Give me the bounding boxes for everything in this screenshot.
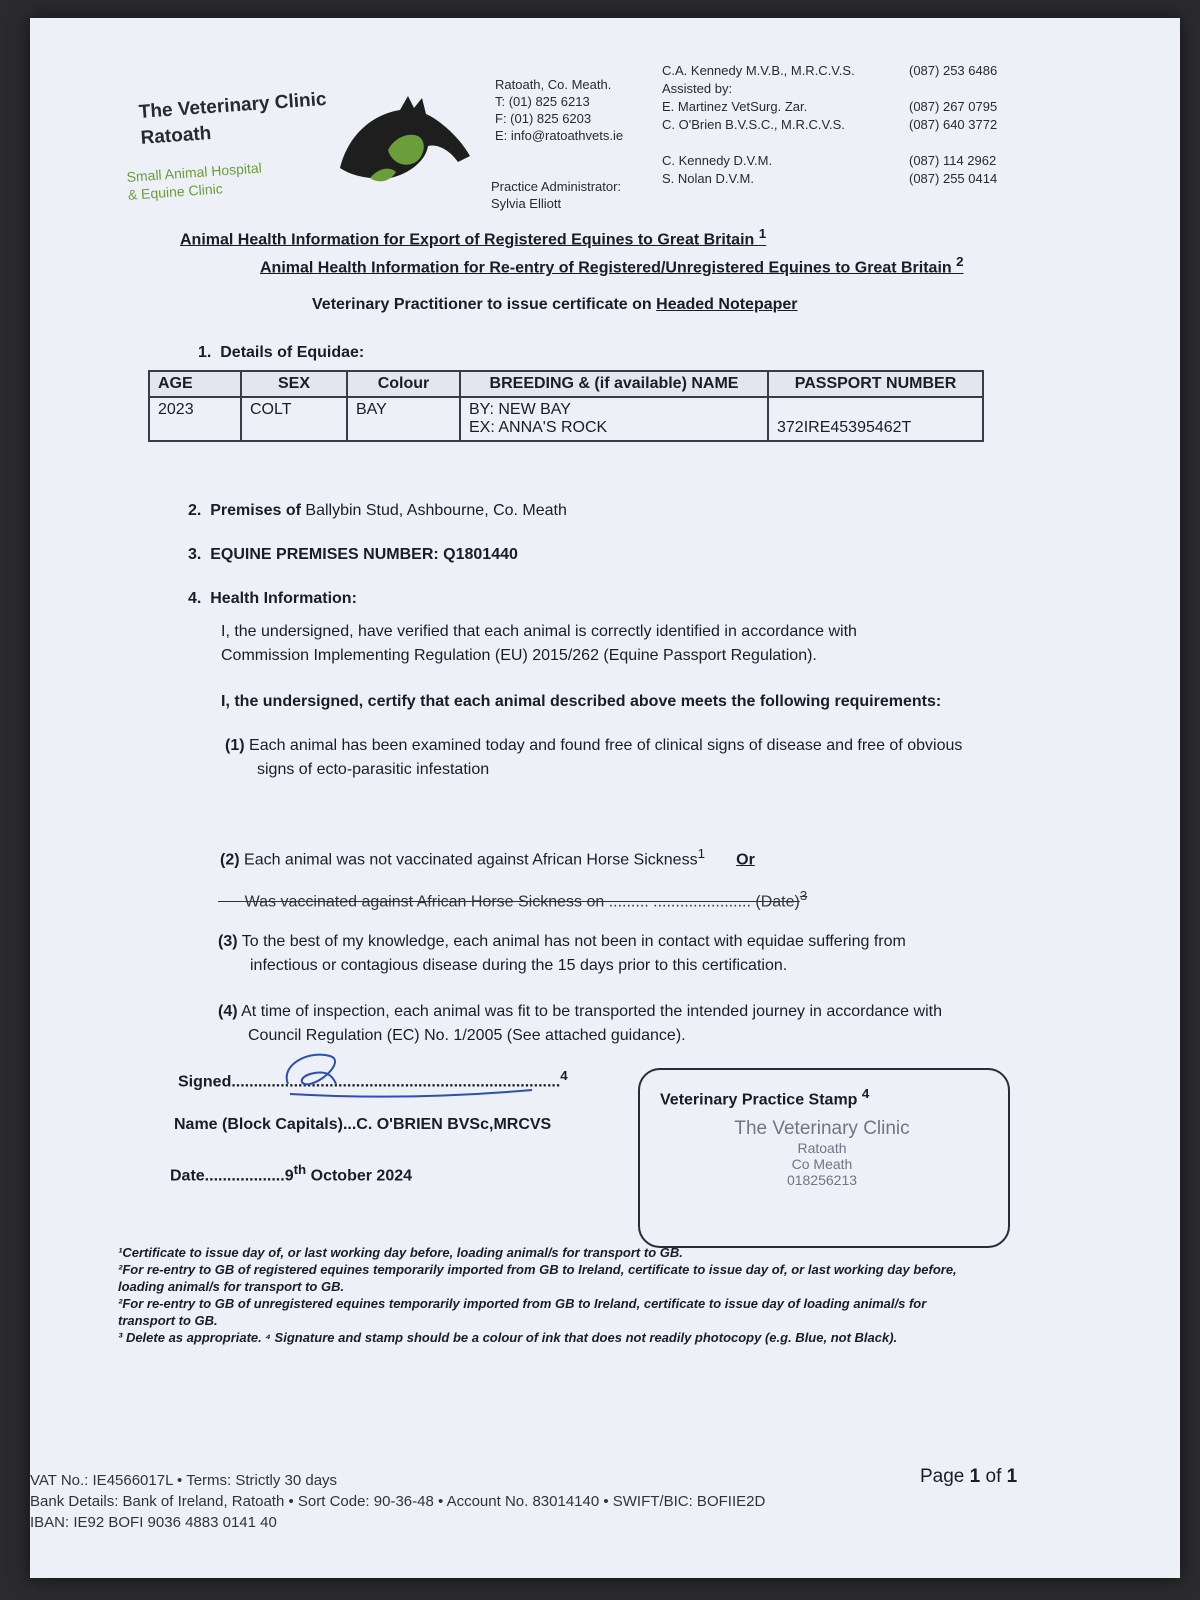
headed-notepaper-instruction: Veterinary Practitioner to issue certificate on Headed Notepaper — [312, 296, 798, 313]
identification-statement — [221, 620, 857, 668]
requirement-3: (3) To the best of my knowledge, each animal has not been in contact with equidae suffering from infectious or contagious disease during the 15 days prior to this certification. — [218, 933, 906, 974]
clinic-town: Ratoath — [139, 122, 212, 149]
col-header: PASSPORT NUMBER — [768, 371, 983, 397]
clinic-contact-block — [495, 76, 623, 144]
section-4-heading: 4. Health Information: — [188, 590, 357, 607]
footnote: ²For re-entry to GB of registered equines temporarily imported from GB to Ireland, certificate to issue day of, or last working day before, — [118, 1262, 957, 1277]
footnote: transport to GB. — [118, 1313, 218, 1328]
admin-label: Practice Administrator: — [491, 179, 622, 194]
stamp-line: 018256213 — [786, 1172, 858, 1188]
footnote: loading animal/s for transport to GB. — [118, 1279, 345, 1294]
stamp-line: The Veterinary Clinic — [734, 1118, 910, 1139]
horse-logo-icon — [330, 88, 480, 188]
cell-passport: 372IRE45395462T — [768, 397, 983, 441]
stamp-line: Co Meath — [791, 1156, 853, 1172]
section-1-heading: 1. Details of Equidae: — [198, 344, 365, 361]
cell-age: 2023 — [149, 397, 241, 441]
vet-phone: (087) 114 2962 — [909, 153, 997, 168]
name-block-capitals: Name (Block Capitals)...C. O'BRIEN BVSc,MRCVS — [174, 1116, 552, 1133]
text-line: Commission Implementing Regulation (EU) 2015/262 (Equine Passport Regulation). — [221, 647, 817, 664]
requirement-2: (2) Each animal was not vaccinated against African Horse Sickness$^1$ Or — [220, 846, 755, 869]
or-option: Or — [736, 851, 755, 869]
clinic-logo-text — [138, 87, 329, 152]
premises-value: Ballybin Stud, Ashbourne, Co. Meath — [305, 502, 567, 519]
text-line: I, the undersigned, have verified that each animal is correctly identified in accordance with — [221, 623, 857, 640]
vet-phone: (087) 267 0795 — [909, 99, 998, 114]
equine-premises-number: EQUINE PREMISES NUMBER: Q1801440 — [210, 546, 518, 563]
clinic-tag-1: Small Animal Hospital — [126, 159, 263, 185]
col-header: SEX — [241, 371, 347, 397]
signed-line: Signed..........................................................................$^4$ — [178, 1068, 568, 1091]
requirement-2-struck: Was vaccinated against African Horse Sickness on ......... ...................... (Date)$^3$ — [244, 888, 808, 911]
clinic-address: Ratoath, Co. Meath. — [495, 77, 612, 92]
vet-row — [662, 152, 1042, 170]
practice-stamp — [638, 1118, 1006, 1188]
certificate-page — [30, 18, 1180, 1578]
breeding-dam: EX: ANNA'S ROCK — [469, 419, 608, 436]
clinic-fax: F: (01) 825 6203 — [495, 111, 592, 126]
vet-row — [662, 80, 1042, 98]
section-2: 2. Premises of Ballybin Stud, Ashbourne, Co. Meath — [188, 502, 567, 519]
clinic-tagline — [126, 159, 264, 204]
vet-phone: (087) 253 6486 — [909, 63, 998, 78]
admin-name: Sylvia Elliott — [491, 196, 562, 211]
footnote: ³ Delete as appropriate. ⁴ Signature and stamp should be a colour of ink that does not readily photocopy (e.g. Blue, not Black). — [118, 1330, 898, 1345]
clinic-tag-2: & Equine Clinic — [127, 180, 224, 203]
cell-sex: COLT — [241, 397, 347, 441]
signature-icon — [270, 1044, 550, 1104]
vet-name: C. O'Brien B.V.S.C., M.R.C.V.S. — [662, 117, 845, 132]
title-reentry: Animal Health Information for Re-entry of Registered/Unregistered Equines to Great Britain $^2$ — [260, 254, 964, 277]
col-header: Colour — [347, 371, 460, 397]
requirement-4: (4) At time of inspection, each animal was fit to be transported the intended journey in accordance with Council Regulation (EC) No. 1/2005 (See attached guidance). — [218, 1003, 942, 1044]
vet-row — [662, 116, 1042, 134]
col-header: BREEDING & (if available) NAME — [460, 371, 768, 397]
footnotes — [118, 1244, 1118, 1346]
table-header-row — [149, 371, 983, 397]
requirement-1: (1) Each animal has been examined today and found free of clinical signs of disease and free of obvious signs of ecto-parasitic infestation — [225, 737, 963, 778]
certificate-date: Date..................9th October 2024 — [170, 1162, 413, 1185]
cell-breeding — [460, 397, 768, 441]
footnote: ²For re-entry to GB of unregistered equines temporarily imported from GB to Ireland, certificate to issue day of loading animal/s for — [118, 1296, 927, 1311]
col-header: AGE — [149, 371, 241, 397]
vet-phone: (087) 640 3772 — [909, 117, 998, 132]
clinic-name: The Veterinary Clinic — [138, 88, 328, 123]
cell-colour: BAY — [347, 397, 460, 441]
page-number: Page 1 of 1 — [920, 1466, 1018, 1487]
vet-name: C.A. Kennedy M.V.B., M.R.C.V.S. — [662, 63, 855, 78]
iban-line: IBAN: IE92 BOFI 9036 4883 0141 40 — [30, 1514, 277, 1531]
vet-list — [662, 62, 1042, 188]
vat-line: VAT No.: IE4566017L • Terms: Strictly 30 days — [30, 1472, 338, 1489]
vet-name: Assisted by: — [662, 81, 733, 96]
vet-name: S. Nolan D.V.M. — [662, 171, 755, 186]
vet-row — [662, 98, 1042, 116]
title-export: Animal Health Information for Export of Registered Equines to Great Britain $^1$ — [180, 226, 767, 249]
vet-phone: (087) 255 0414 — [909, 171, 998, 186]
breeding-sire: BY: NEW BAY — [469, 401, 571, 418]
clinic-email: E: info@ratoathvets.ie — [495, 128, 624, 143]
section-3: 3. EQUINE PREMISES NUMBER: Q1801440 — [188, 546, 518, 563]
clinic-phone: T: (01) 825 6213 — [495, 94, 590, 109]
vet-row — [662, 62, 1042, 80]
stamp-title: Veterinary Practice Stamp $^4$ — [660, 1086, 870, 1109]
equidae-table — [148, 370, 984, 442]
stamp-line: Ratoath — [797, 1140, 847, 1156]
vet-name: C. Kennedy D.V.M. — [662, 153, 773, 168]
practice-admin — [491, 178, 621, 212]
bank-line: Bank Details: Bank of Ireland, Ratoath • Sort Code: 90-36-48 • Account No. 83014140 • SWIFT/BIC: BOFIIE2D — [30, 1493, 766, 1510]
vet-row — [662, 170, 1042, 188]
certify-statement: I, the undersigned, certify that each animal described above meets the following requirements: — [221, 693, 942, 710]
footnote: ¹Certificate to issue day of, or last working day before, loading animal/s for transport to GB. — [118, 1245, 683, 1260]
bank-details — [30, 1470, 765, 1533]
vet-name: E. Martinez VetSurg. Zar. — [662, 99, 808, 114]
table-row — [149, 397, 983, 441]
